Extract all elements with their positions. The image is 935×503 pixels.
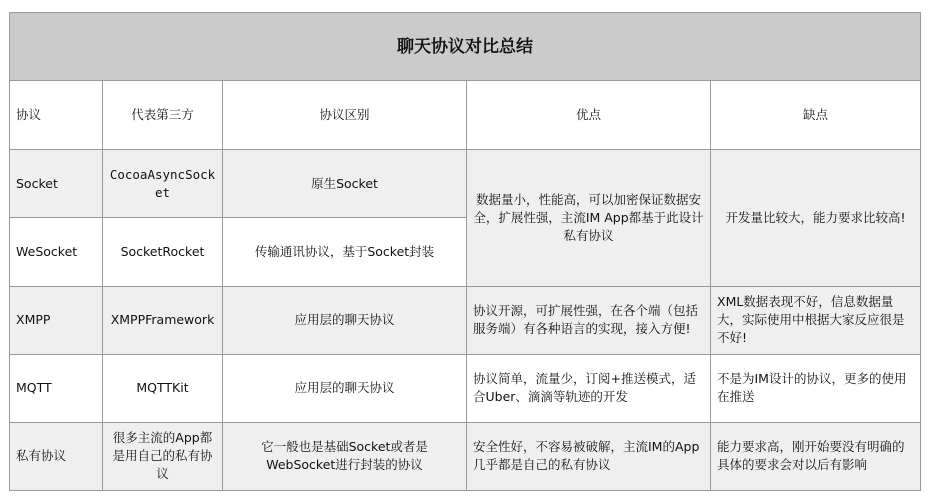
cell-protocol: MQTT xyxy=(10,354,103,422)
cell-protocol: XMPP xyxy=(10,286,103,354)
header-third-party: 代表第三方 xyxy=(103,81,223,150)
table-row-socket xyxy=(10,150,921,218)
table-title: 聊天协议对比总结 xyxy=(10,13,921,81)
comparison-table xyxy=(9,12,921,491)
cell-cons: 不是为IM设计的协议，更多的使用在推送 xyxy=(711,354,921,422)
header-pros: 优点 xyxy=(467,81,711,150)
table-row-mqtt xyxy=(10,354,921,422)
cell-cons-socket-group: 开发量比较大，能力要求比较高! xyxy=(711,150,921,286)
cell-third-party: CocoaAsyncSocket xyxy=(103,150,223,218)
cell-pros: 安全性好，不容易被破解，主流IM的App几乎都是自己的私有协议 xyxy=(467,422,711,490)
cell-cons: XML数据表现不好，信息数据量大，实际使用中根据大家反应很是不好! xyxy=(711,286,921,354)
cell-pros: 协议简单，流量少，订阅+推送模式，适合Uber、滴滴等轨迹的开发 xyxy=(467,354,711,422)
cell-difference: 原生Socket xyxy=(223,150,467,218)
cell-third-party: MQTTKit xyxy=(103,354,223,422)
cell-pros-socket-group: 数据量小，性能高，可以加密保证数据安全，扩展性强，主流IM App都基于此设计私有协议 xyxy=(467,150,711,286)
header-row xyxy=(10,81,921,150)
cell-pros: 协议开源，可扩展性强，在各个端（包括服务端）有各种语言的实现，接入方便! xyxy=(467,286,711,354)
cell-difference: 应用层的聊天协议 xyxy=(223,286,467,354)
cell-protocol: Socket xyxy=(10,150,103,218)
cell-difference: 应用层的聊天协议 xyxy=(223,354,467,422)
cell-third-party: 很多主流的App都是用自己的私有协议 xyxy=(103,422,223,490)
cell-protocol: 私有协议 xyxy=(10,422,103,490)
header-cons: 缺点 xyxy=(711,81,921,150)
table-row-private xyxy=(10,422,921,490)
header-difference: 协议区别 xyxy=(223,81,467,150)
title-row xyxy=(10,13,921,81)
cell-third-party: SocketRocket xyxy=(103,218,223,286)
cell-third-party: XMPPFramework xyxy=(103,286,223,354)
table-row-xmpp xyxy=(10,286,921,354)
cell-difference: 它一般也是基础Socket或者是WebSocket进行封装的协议 xyxy=(223,422,467,490)
cell-difference: 传输通讯协议，基于Socket封装 xyxy=(223,218,467,286)
cell-cons: 能力要求高，刚开始要没有明确的具体的要求会对以后有影响 xyxy=(711,422,921,490)
header-protocol: 协议 xyxy=(10,81,103,150)
cell-protocol: WeSocket xyxy=(10,218,103,286)
